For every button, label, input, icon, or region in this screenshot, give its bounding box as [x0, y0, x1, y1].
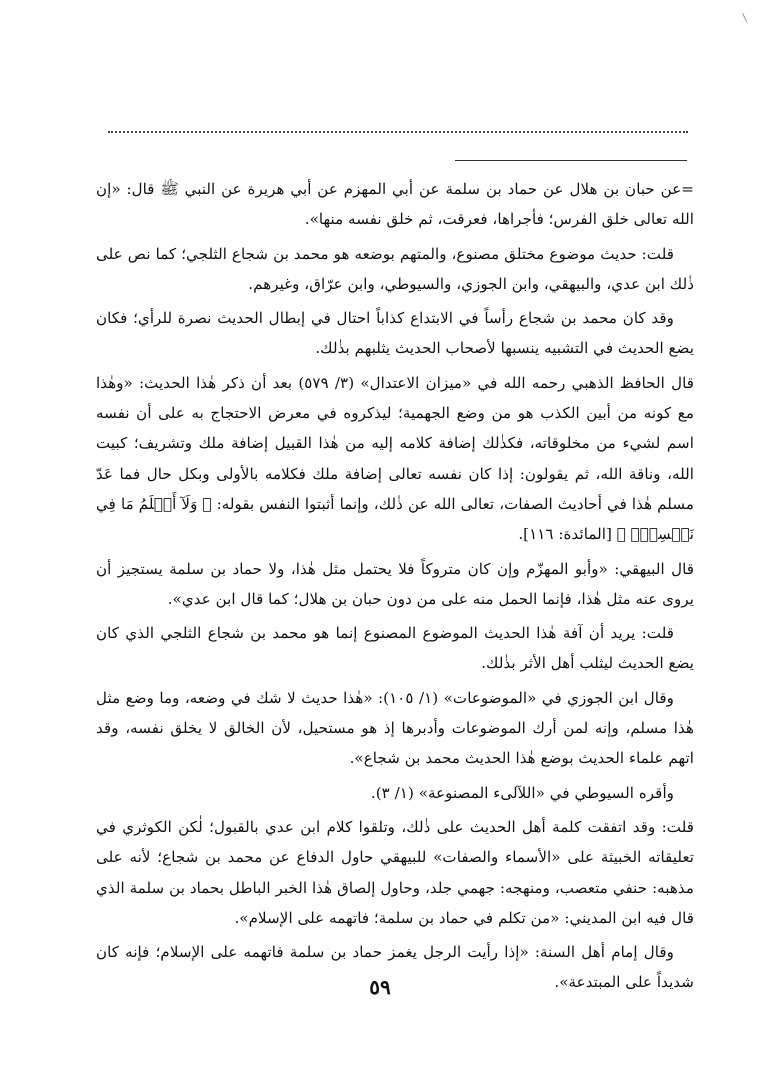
footnote-paragraph: وقال ابن الجوزي في «الموضوعات» (١/ ١٠٥): «هٰذا حديث لا شك في وضعه، وما وضع مثل هٰذا مسلم، وإنه لمن أرك الموضوعات وأدبرها إذ هو مستحيل، لأن الخالق لا يخلق نفسه، وقد اتهم علماء الحديث بوضع هٰذا الحديث محمد بن شجاع».: [96, 688, 694, 768]
footnote-paragraph: قال الحافظ الذهبي رحمه الله في «ميزان الاعتدال» (٣/ ٥٧٩) بعد أن ذكر هٰذا الحديث: «وهٰذا مع كونه من أبين الكذب هو من وضع الجهمية؛ ليذكروه في معرض الاحتجاج به على أن نفسه اسم لشيء من مخلوقاته، فكذٰلك إضافة كلامه إليه من هٰذا القبيل إضافة ملك وتشريف؛ كبيت الله، وناقة الله، ثم يقولون: إذا كان نفسه تعالى إضافة ملك فكلامه بالأولى وبكل حال فما عَدّ مسلم هٰذا في أحاديث الصفات، تعالى الله عن ذٰلك، وإنما أثبتوا النفس بقوله: ﴿ وَلَآ أَعۡلَمُ مَا فِي نَفۡسِكَۚ ﴾ [المائدة: ١١٦].: [96, 373, 694, 544]
footnote-rule: [455, 160, 687, 161]
footnote-paragraph: قلت: حديث موضوع مختلق مصنوع، والمتهم بوضعه هو محمد بن شجاع الثلجي؛ كما نص على ذٰلك ابن عدي، والبيهقي، وابن الجوزي، والسيوطي، وابن عرّاق، وغيرهم.: [96, 244, 694, 293]
footnote-paragraph: وقد كان محمد بن شجاع رأساً في الابتداع كذاباً احتال في إبطال الحديث نصرة للرأي؛ فكان يضع الحديث في التشبيه ينسبها لأصحاب الحديث يثلبهم بذٰلك.: [96, 309, 694, 358]
dotted-separator: [108, 131, 688, 133]
footnote-paragraph: =عن حبان بن هلال عن حماد بن سلمة عن أبي المهزم عن أبي هريرة عن النبي ﷺ قال: «إن الله تعالى خلق الفرس؛ فأجراها، فعرقت، ثم خلق نفسه منها».: [96, 180, 694, 229]
footnote-paragraph: قلت: يريد أن آفة هٰذا الحديث الموضوع المصنوع إنما هو محمد بن شجاع الثلجي الذي كان يضع الحديث ليثلب أهل الأثر بذٰلك.: [96, 624, 694, 673]
footnote-paragraph: قلت: وقد اتفقت كلمة أهل الحديث على ذٰلك، وتلقوا كلام ابن عدي بالقبول؛ لٰكن الكوثري في تعليقاته الخبيثة على «الأسماء والصفات» للبيهقي حاول الدفاع عن محمد بن شجاع؛ لأنه على مذهبه: حنفي متعصب، ومنهجه: جهمي جلد، وحاول إلصاق هٰذا الخبر الباطل بحماد بن سلمة الذي قال فيه ابن المديني: «من تكلم في حماد بن سلمة؛ فاتهمه على الإسلام».: [96, 817, 694, 927]
footnote-text: [96, 174, 694, 1002]
page-number: ٥٩: [369, 975, 391, 999]
footnote-paragraph: قال البيهقي: «وأبو المهزّم وإن كان متروكاً فلا يحتمل مثل هٰذا، ولا حماد بن سلمة يستجيز أن يروى عنه مثل هٰذا، فإنما الحمل منه على من دون حبان بن هلال؛ كما قال ابن عدي».: [96, 559, 694, 608]
footnote-paragraph: وقال إمام أهل السنة: «إذا رأيت الرجل يغمز حماد بن سلمة فاتهمه على الإسلام؛ فإنه كان شديداً على المبتدعة».: [96, 943, 694, 992]
scan-mark: [742, 12, 750, 23]
footnote-paragraph: وأقره السيوطي في «اللآلىء المصنوعة» (١/ ٣).: [370, 783, 674, 802]
